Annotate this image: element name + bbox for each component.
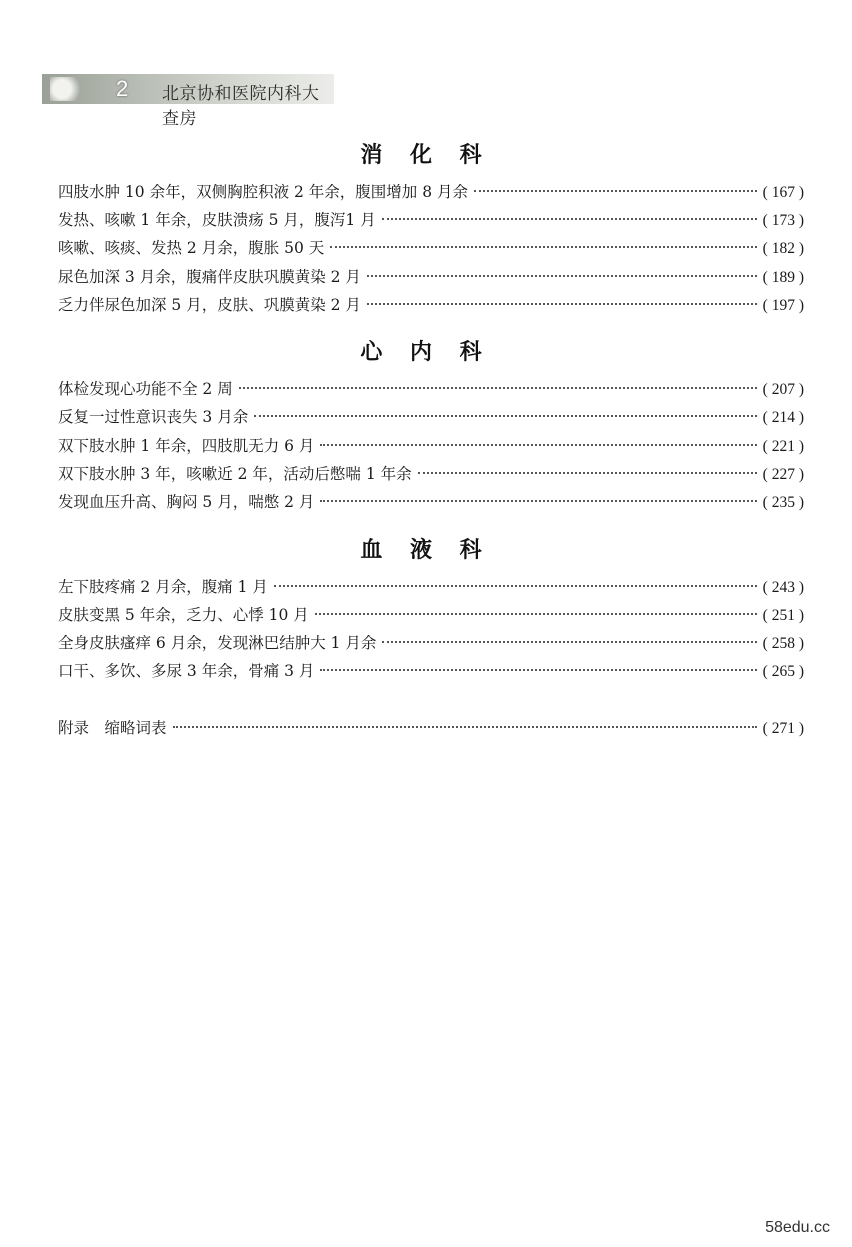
toc-entry[interactable]: 四肢水肿 10 余年，双侧胸腔积液 2 年余，腹围增加 8 月余 ( 167 ): [58, 183, 804, 201]
toc-entry[interactable]: 皮肤变黑 5 年余，乏力、心悸 10 月 ( 251 ): [58, 606, 804, 624]
toc-entry[interactable]: 口干、多饮、多尿 3 年余，骨痛 3 月 ( 265 ): [58, 662, 804, 680]
toc-entry[interactable]: 体检发现心功能不全 2 周 ( 207 ): [58, 380, 804, 398]
toc-entry[interactable]: 全身皮肤瘙痒 6 月余，发现淋巴结肿大 1 月余 ( 258 ): [58, 634, 804, 652]
page-number: 2: [116, 76, 129, 101]
toc-entry[interactable]: 反复一过性意识丧失 3 月余 ( 214 ): [58, 408, 804, 426]
toc-entry[interactable]: 发热、咳嗽 1 年余，皮肤溃疡 5 月，腹泻1 月 ( 173 ): [58, 211, 804, 229]
section-title-cardiology: 心 内 科: [360, 340, 492, 365]
section-title-hematology: 血 液 科: [360, 538, 492, 563]
toc-entry[interactable]: 双下肢水肿 1 年余，四肢肌无力 6 月 ( 221 ): [58, 437, 804, 455]
running-header: [42, 74, 334, 129]
toc-entry-appendix[interactable]: 附录 缩略词表 ( 271 ): [58, 719, 804, 737]
section-title-digestive: 消 化 科: [360, 143, 492, 168]
book-title: 北京协和医院内科大查房: [162, 84, 320, 129]
toc-entry[interactable]: 发现血压升高、胸闷 5 月，喘憋 2 月 ( 235 ): [58, 493, 804, 511]
header-decoration: [50, 77, 90, 101]
toc-entry[interactable]: 乏力伴尿色加深 5 月，皮肤、巩膜黄染 2 月 ( 197 ): [58, 296, 804, 314]
toc-entry[interactable]: 双下肢水肿 3 年，咳嗽近 2 年，活动后憋喘 1 年余 ( 227 ): [58, 465, 804, 483]
toc-entry[interactable]: 左下肢疼痛 2 月余，腹痛 1 月 ( 243 ): [58, 578, 804, 596]
toc-entry[interactable]: 尿色加深 3 月余，腹痛伴皮肤巩膜黄染 2 月 ( 189 ): [58, 268, 804, 286]
watermark: 58edu.cc: [765, 1219, 830, 1236]
toc-entry[interactable]: 咳嗽、咳痰、发热 2 月余，腹胀 50 天 ( 182 ): [58, 239, 804, 257]
